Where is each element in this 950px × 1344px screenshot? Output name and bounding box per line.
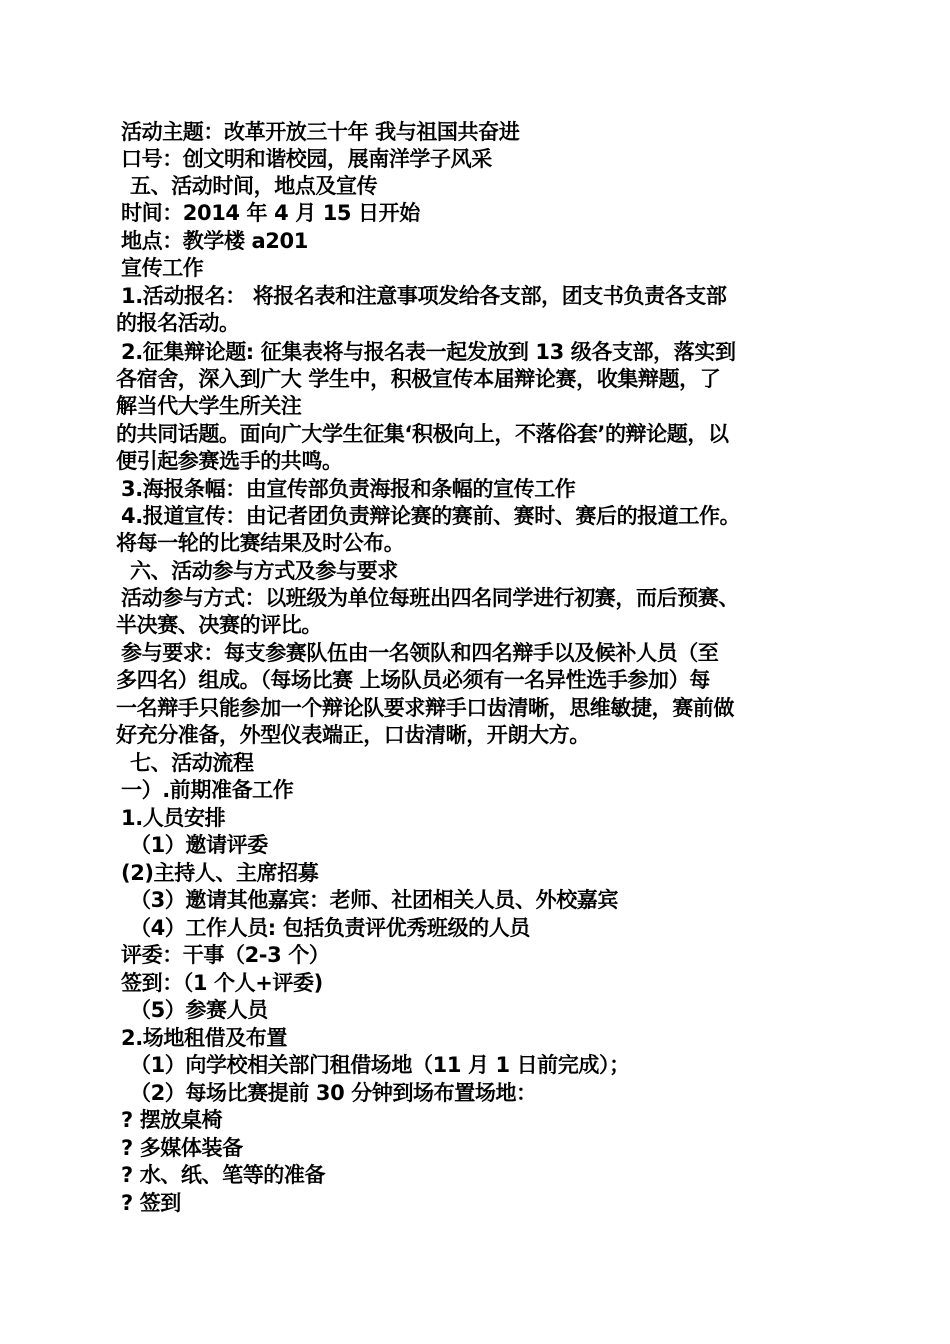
text-line: 4.报道宣传：由记者团负责辩论赛的赛前、赛时、赛后的报道工作。 — [121, 504, 741, 528]
text-line: 活动主题：改革开放三十年 我与祖国共奋进 — [121, 120, 520, 144]
text-line: 的共同话题。面向广大学生征集‘积极向上，不落俗套’的辩论题，以 — [116, 422, 729, 446]
text-line: 3.海报条幅：由宣传部负责海报和条幅的宣传工作 — [121, 477, 576, 501]
bullet-item: ? 摆放桌椅 — [121, 1108, 223, 1132]
text-line: 一）.前期准备工作 — [121, 778, 294, 802]
text-line: 各宿舍，深入到广大 学生中，积极宣传本届辩论赛，收集辩题，了 — [116, 367, 721, 391]
text-line: 宣传工作 — [121, 256, 204, 280]
text-line: 1.人员安排 — [121, 806, 226, 830]
text-line: 参与要求：每支参赛队伍由一名领队和四名辩手以及候补人员（至 — [121, 641, 719, 665]
bullet-item: ? 多媒体装备 — [121, 1136, 243, 1160]
text-line: 将每一轮的比赛结果及时公布。 — [116, 531, 405, 555]
text-line: 活动参与方式：以班级为单位每班出四名同学进行初赛，而后预赛、 — [121, 586, 739, 610]
section-heading: 七、活动流程 — [130, 751, 254, 775]
text-line: 口号：创文明和谐校园，展南洋学子风采 — [121, 147, 492, 171]
text-line: 半决赛、决赛的评比。 — [116, 613, 322, 637]
text-line: 1.活动报名： 将报名表和注意事项发给各支部，团支书负责各支部 — [121, 284, 727, 308]
text-line: 解当代大学生所关注 — [116, 394, 302, 418]
bullet-item: ? 水、纸、笔等的准备 — [121, 1163, 326, 1187]
text-line: (2)主持人、主席招募 — [121, 861, 319, 885]
section-heading: 五、活动时间，地点及宣传 — [130, 174, 378, 198]
text-line: （5）参赛人员 — [130, 998, 268, 1022]
text-line: 评委：干事（2-3 个） — [121, 943, 330, 967]
text-line: 2.场地租借及布置 — [121, 1026, 287, 1050]
text-line: 便引起参赛选手的共鸣。 — [116, 449, 343, 473]
text-line: 好充分准备，外型仪表端正，口齿清晰，开朗大方。 — [116, 723, 590, 747]
text-line: 地点：教学楼 a201 — [121, 229, 308, 253]
text-line: 2.征集辩论题: 征集表将与报名表一起发放到 13 级各支部，落实到 — [121, 340, 736, 364]
text-line: （1）邀请评委 — [130, 833, 268, 857]
text-line: （1）向学校相关部门租借场地（11 月 1 日前完成）； — [130, 1053, 630, 1077]
bullet-item: ? 签到 — [121, 1191, 181, 1215]
text-line: 的报名活动。 — [116, 311, 240, 335]
text-line: （2）每场比赛提前 30 分钟到场布置场地： — [130, 1081, 537, 1105]
section-heading: 六、活动参与方式及参与要求 — [130, 559, 398, 583]
text-line: 时间：2014 年 4 月 15 日开始 — [121, 201, 420, 225]
text-line: 一名辩手只能参加一个辩论队要求辩手口齿清晰，思维敏捷，赛前做 — [116, 696, 734, 720]
text-line: （4）工作人员: 包括负责评优秀班级的人员 — [130, 916, 530, 940]
text-line: 签到：（1 个人+评委) — [121, 971, 323, 995]
text-line: 多四名）组成。（每场比赛 上场队员必须有一名异性选手参加）每 — [116, 668, 710, 692]
text-line: （3）邀请其他嘉宾：老师、社团相关人员、外校嘉宾 — [130, 888, 619, 912]
